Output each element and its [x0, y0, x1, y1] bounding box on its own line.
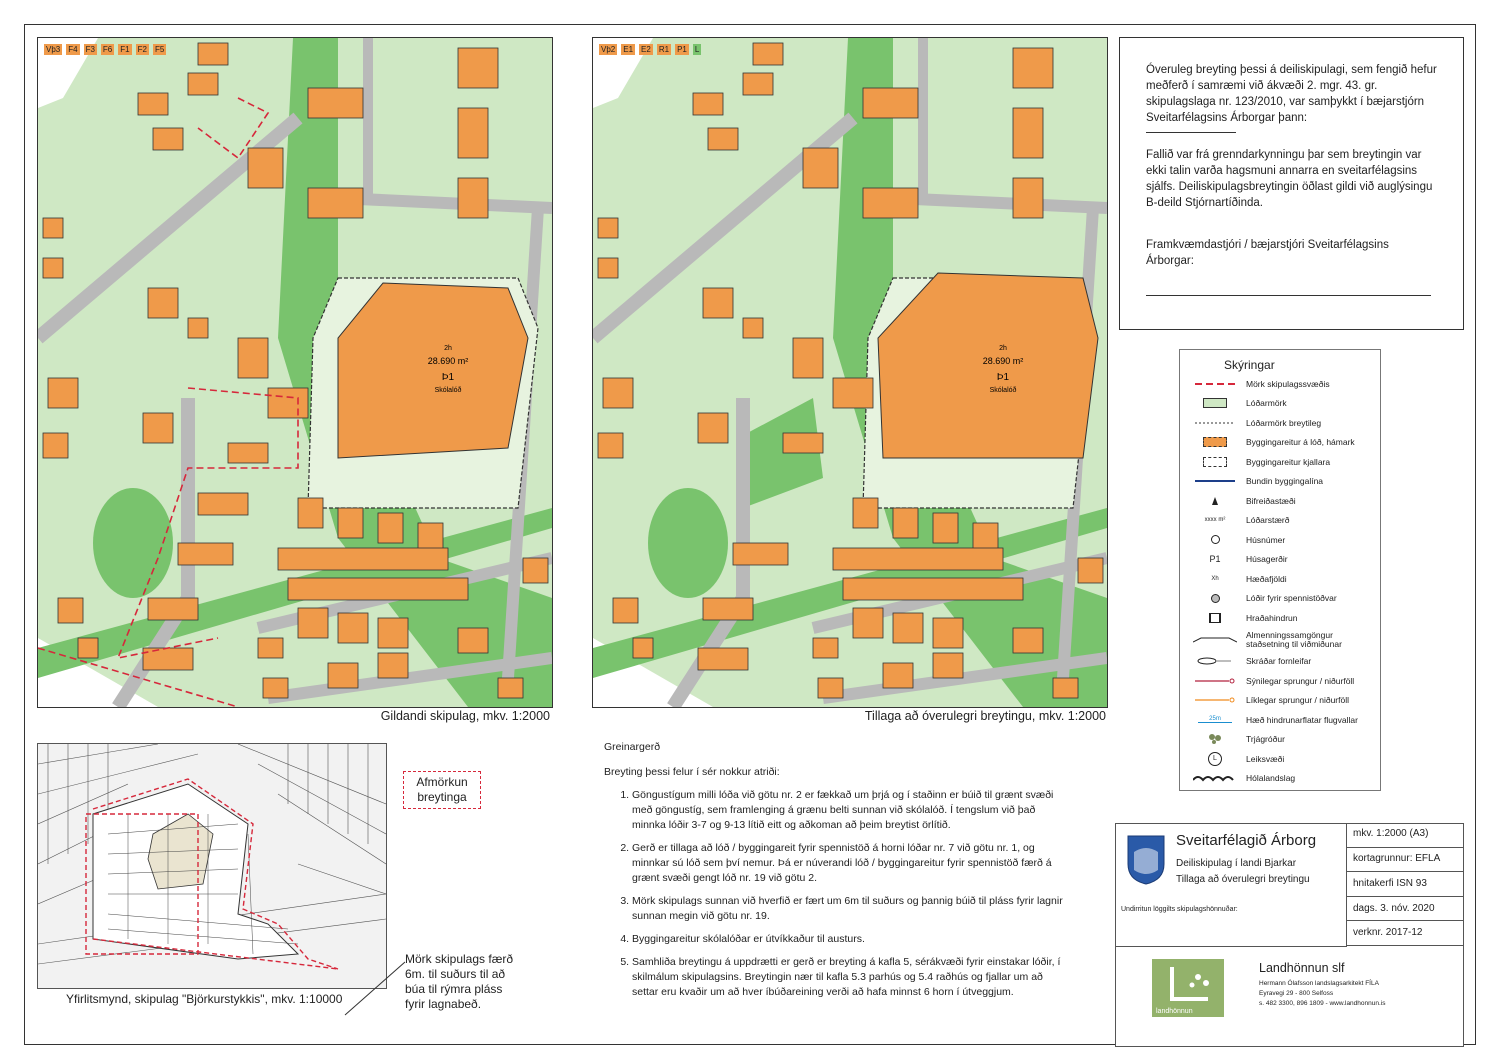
bus-stop-icon — [1184, 636, 1246, 644]
signature-label: Undirritun löggilts skipulagshönnuðar: — [1121, 906, 1238, 913]
proposal-drawing — [593, 38, 1107, 707]
plot-label: P1 — [677, 45, 687, 54]
legend-item: Húsnúmer — [1184, 530, 1376, 550]
playground-icon: L — [1184, 752, 1246, 766]
plot-label: E1 — [623, 45, 634, 54]
plot-label: Vþ2 — [601, 45, 616, 54]
approval-para-2: Fallið var frá grenndarkynningu þar sem breytingin var ekki talin varða hagsmuni annarra en sveitarfélagsins sjálfs. Deiliskipulagsbreytingin öðlast gildi við auglýsingu B-deild Stjórnartíðinda. — [1146, 149, 1433, 209]
municipality-name: Sveitarfélagið Árborg — [1176, 832, 1317, 849]
plot-label: F2 — [137, 45, 147, 54]
job-number: verknr. 2017-12 — [1347, 921, 1463, 946]
firm-name: Landhönnun slf — [1259, 961, 1345, 975]
current-plan-drawing — [38, 38, 552, 707]
firm-line-1: Hermann Ólafsson landslagsarkitekt FÍLA — [1259, 980, 1379, 987]
approval-box — [1119, 37, 1464, 330]
title-block — [1115, 823, 1464, 1047]
plot-label: L — [694, 45, 700, 54]
legend-item: Líklegar sprungur / niðurföll — [1184, 691, 1376, 711]
firm-line-3: s. 482 3300, 896 1809 - www.landhonnun.is — [1259, 1000, 1386, 1007]
note-item: 4. Byggingareitur skólalóðar er útvíkkaður til austurs. — [632, 932, 1064, 947]
approval-para-1: Óveruleg breyting þessi á deiliskipulagi, sem fengið hefur meðferð í samræmi við ákvæði 2. mgr. 43. gr. skipulagslaga nr. 123/2010, var samþykkt í bæjarstjórn Sveitarfélagsins Árborgar þann: — [1146, 64, 1437, 124]
plot-labels — [44, 44, 166, 55]
house-number-icon — [1184, 535, 1246, 544]
approval-para-3: Framkvæmdastjóri / bæjarstjóri Sveitarfélagsins Árborgar: — [1146, 239, 1389, 267]
arborg-shield-icon — [1126, 834, 1166, 886]
tree-icon — [1184, 734, 1246, 744]
overview-map[interactable] — [37, 743, 387, 989]
school-area-right: 28.690 m² — [982, 356, 1024, 366]
school-plot-right: Þ1 — [996, 372, 1010, 383]
school-area-left: 28.690 m² — [427, 356, 469, 366]
notes-intro: Breyting þessi felur í sér nokkur atriði: — [604, 766, 780, 778]
coord-value: hnitakerfi ISN 93 — [1347, 872, 1463, 897]
legend-item: Xh Hæðafjöldi — [1211, 573, 1287, 584]
legend-item: Hraðahindrun — [1184, 608, 1376, 628]
legend-item: Bundin byggingalína — [1246, 476, 1324, 487]
proposal-map[interactable] — [592, 37, 1108, 708]
car-icon — [1184, 496, 1246, 506]
plot-label: F6 — [102, 45, 113, 54]
legend-item: Hólalandslag — [1184, 769, 1376, 789]
legend-item: Skráðar fornleifar — [1184, 652, 1376, 672]
school-plot-left: Þ1 — [441, 372, 455, 383]
legend-item: L Leiksvæði — [1184, 749, 1376, 769]
legend-item: Almenningssamgöngur staðsetning til viðmiðunar — [1184, 628, 1376, 652]
substation-icon — [1184, 594, 1246, 603]
school-floors-left: 2h — [444, 345, 452, 352]
school-floors-right: 2h — [999, 345, 1007, 352]
legend-item: Bifreiðastæði — [1184, 491, 1376, 511]
school-label-right: Skólalóð — [989, 387, 1017, 394]
landhonnun-logo — [1152, 959, 1224, 1017]
basemap-value: kortagrunnur: EFLA — [1347, 848, 1463, 872]
overview-caption: Yfirlitsmynd, skipulag "Björkurstykkis", mkv. 1:10000 — [66, 992, 343, 1006]
approval-signature-line[interactable] — [1146, 295, 1431, 296]
proposal-caption: Tillaga að óverulegri breytingu, mkv. 1:2000 — [864, 709, 1106, 723]
legend-item: Sýnilegar sprungur / niðurföll — [1184, 671, 1376, 691]
plot-label: F5 — [154, 45, 165, 54]
notes-list — [604, 788, 1064, 1000]
plot-label: E2 — [641, 45, 651, 54]
archaeology-icon — [1184, 656, 1246, 666]
note-item: 2. Gerð er tillaga að lóð / byggingareit fyrir spennistöð á horni lóðar nr. 7 við götu nr. 1, og minnkar sú lóð sem því nemur. Þá er núverandi lóð / byggingareitur fyrir spennistöð færð á grænt svæði gengt lóð nr. 19 við götu 2. — [632, 841, 1064, 886]
legend-title: Skýringar — [1224, 358, 1275, 372]
plan-name: Deiliskipulag í landi Bjarkar — [1176, 858, 1297, 869]
note-item: 3. Mörk skipulags sunnan við hverfið er fært um 6m til suðurs og þannig búið til pláss fyrir lagnir sunnan megin við götu nr. 19. — [632, 894, 1064, 924]
legend-item: Trjágróður — [1184, 730, 1376, 750]
plot-label: F3 — [85, 45, 95, 54]
notes-title: Greinargerð — [604, 741, 661, 753]
afmorkun-label: Afmörkun breytinga — [403, 771, 481, 809]
legend-item: xxxx m² Lóðarstærð — [1204, 515, 1290, 526]
speed-bump-icon — [1184, 613, 1246, 623]
legend-box — [1179, 349, 1381, 791]
current-plan-caption: Gildandi skipulag, mkv. 1:2000 — [380, 709, 550, 723]
hummock-icon — [1184, 774, 1246, 782]
plot-label: F4 — [68, 45, 78, 54]
legend-item: P1 Húsagerðir — [1209, 554, 1288, 565]
plot-label: Vþ3 — [46, 45, 61, 54]
plot-label: R1 — [658, 45, 670, 54]
overview-drawing — [38, 744, 386, 988]
legend-item: Lóðarmörk breytileg — [1246, 417, 1322, 428]
note-item: 5. Samhliða breytingu á uppdrætti er gerð er breyting á kafla 5, sérákvæði fyrir einstakar lóðir, í skilmálum skipulagsins. Breytingin nær til kafla 5.3 parhús og 5.4 raðhús og fjallar um að settar eru kvaðir um að hver íbúðareining verði að hafa minnst 6 horn í útveggjum. — [632, 955, 1064, 1000]
legend-item: Lóðarmörk — [1184, 394, 1376, 414]
approval-date-line[interactable] — [1146, 132, 1236, 133]
school-label-left: Skólalóð — [434, 387, 462, 394]
scale-value: mkv. 1:2000 (A3) — [1347, 824, 1463, 848]
firm-line-2: Eyravegi 29 - 800 Selfoss — [1259, 990, 1334, 997]
date-value: dags. 3. nóv. 2020 — [1347, 897, 1463, 921]
legend-item: 25m Hæð hindrunarflatar flugvallar — [1184, 710, 1376, 730]
plot-labels-b — [599, 44, 701, 55]
mork-leader-line — [340, 960, 410, 1020]
legend-item: Byggingareitur kjallara — [1184, 452, 1376, 472]
logo-text: landhönnun — [1156, 1008, 1193, 1015]
plan-subtitle: Tillaga að óverulegri breytingu — [1176, 874, 1310, 885]
mork-annotation: Mörk skipulags færð 6m. til suðurs til að búa til rýmra pláss fyrir lagnabeð. — [405, 952, 514, 1011]
note-item: 1. Göngustígum milli lóða við götu nr. 2 er fækkað um þrjá og í staðinn er búið til grænt svæði með göngustíg, sem framlenging á grænu belti sunnan við skólalóð. Í tengslum við það minnka lóðir 3-7 og 9-13 lítið eitt og aðkoman að þeim breytist örlítið. — [632, 788, 1064, 833]
notes-section — [604, 740, 1064, 1008]
legend-item: Lóðir fyrir spennistöðvar — [1184, 589, 1376, 609]
plot-label: F1 — [120, 45, 130, 54]
legend-item: Byggingareitur á lóð, hámark — [1184, 433, 1376, 453]
legend-item: Mörk skipulagssvæðis — [1246, 378, 1330, 389]
current-plan-map[interactable] — [37, 37, 553, 708]
